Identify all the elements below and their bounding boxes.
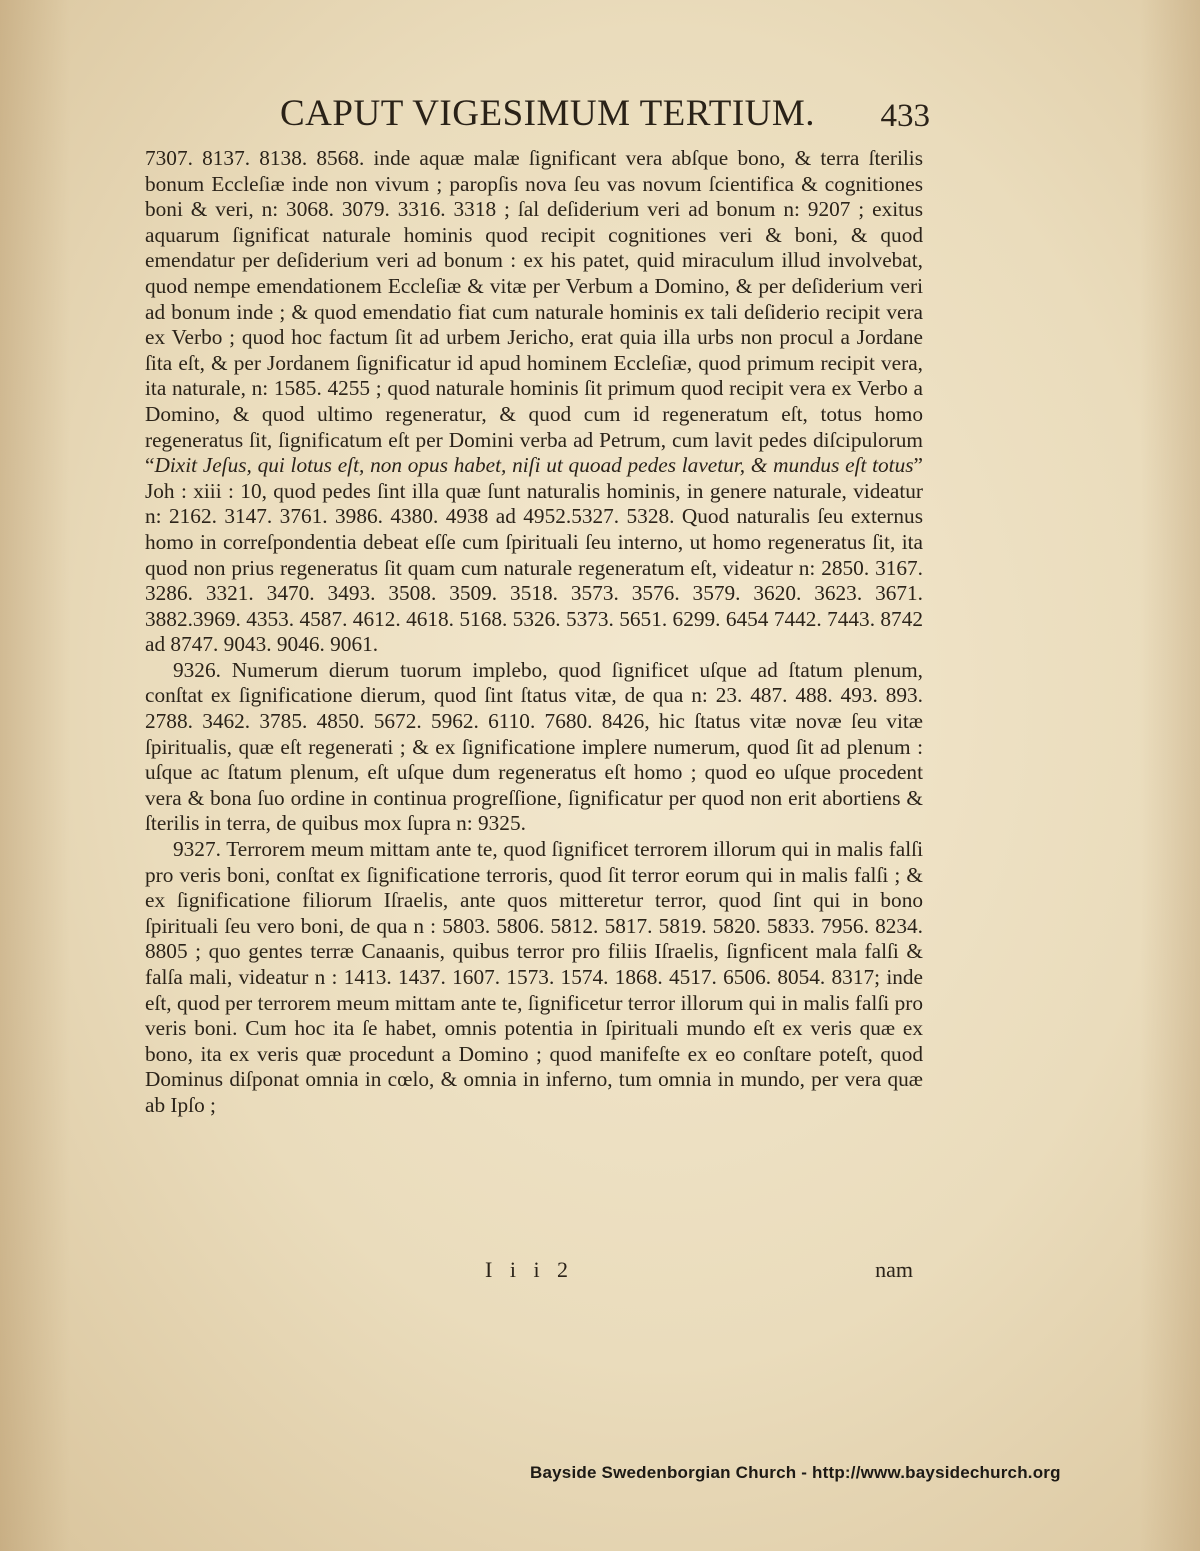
paragraph-text: 7307. 8137. 8138. 8568. inde aquæ malæ ſignificant vera abſque bono, & terra ſterilis bonum Eccleſiæ inde non vivum ; paropſis nova ſeu vas novum ſcientifica & cognitiones boni & veri, n: 3068. 3079. 3316. 3318 ; ſal deſiderium veri ad bonum n: 9207 ; exitus aquarum ſignificat naturale hominis quod recipit cognitiones veri & boni, & quod emendatur per deſiderium veri ad bonum : ex his patet, quid miraculum illud involvebat, quod nempe emendationem Eccleſiæ & vitæ per Verbum a Domino, & per deſiderium veri ad bonum inde ; & quod emendatio fiat cum naturale hominis ex tali deſiderio recipit vera ex Verbo ; quod hoc factum ſit ad urbem Jericho, erat quia illa urbs non procul a Jordane ſita eſt, & per Jordanem ſignificatur id apud hominem Eccleſiæ, quod primum recipit vera, ita naturale, n: 1585. 4255 ; quod naturale hominis ſit primum quod recipit vera ex Verbo a Domino, & quod ultimo regeneratur, & quod cum id regeneratum eſt, totus homo regeneratus ſit, ſignificatum eſt per Domini verba ad Petrum, cum lavit pedes diſcipulorum “ (145, 146, 923, 478)
paragraph-9327: 9327. Terrorem meum mittam ante te, quod ſignificet terrorem illorum qui in malis falſi pro veris boni, conſtat ex ſignificatione terroris, quod ſit terror eorum qui in malis falſi ; & ex ſignificatione filiorum Iſraelis, ante quos mitteretur terror, quod ſint qui in bono ſpirituali ſeu vero boni, de qua n : 5803. 5806. 5812. 5817. 5819. 5820. 5833. 7956. 8234. 8805 ; quo gentes terræ Canaanis, quibus terror pro filiis Iſraelis, ſignficent mala falſi & falſa mali, videatur n : 1413. 1437. 1607. 1573. 1574. 1868. 4517. 6506. 8054. 8317; inde eſt, quod per terrorem meum mittam ante te, ſignificetur terror illorum qui in malis falſi pro veris boni. Cum hoc ita ſe habet, omnis potentia in ſpirituali mundo eſt ex veris quæ ex bono, ita ex veris quæ procedunt a Domino ; quod manifeſte ex eo conſtare poteſt, quod Dominus diſponat omnia in cœlo, & omnia in inferno, tum omnia in mundo, per vera quæ ab Ipſo ; (145, 837, 923, 1117)
paragraph-text: ” Joh : xiii : 10, quod pedes ſint illa quæ ſunt naturalis hominis, in genere naturale, videatur n: 2162. 3147. 3761. 3986. 4380. 4938 ad 4952.5327. 5328. Quod naturalis ſeu externus homo in correſpondentia debeat eſſe cum ſpirituali ſeu interno, ut homo regeneratus ſit, ita quod non prius regeneratus ſit quam cum naturale regeneratum eſt, videatur n: 2850. 3167. 3286. 3321. 3470. 3493. 3508. 3509. 3518. 3573. 3576. 3579. 3620. 3623. 3671. 3882.3969. 4353. 4587. 4612. 4618. 5168. 5326. 5373. 5651. 6299. 6454 7442. 7443. 8742 ad 8747. 9043. 9046. 9061. (145, 453, 923, 657)
signature-mark: I i i 2 (485, 1257, 575, 1282)
page-edge-shadow-left (0, 0, 70, 1551)
body-text (145, 146, 923, 1119)
page-edge-shadow-right (1140, 0, 1200, 1551)
running-title: CAPUT VIGESIMUM TERTIUM. (280, 93, 816, 134)
paragraph-9326: 9326. Numerum dierum tuorum implebo, quod ſignificet uſque ad ſtatum plenum, conſtat ex ſignificatione dierum, quod ſint ſtatus vitæ, de qua n: 23. 487. 488. 493. 893. 2788. 3462. 3785. 4850. 5672. 5962. 6110. 7680. 8426, hic ſtatus vitæ novæ ſeu vitæ ſpiritualis, quæ eſt regenerati ; & ex ſignificatione implere numerum, quod ſit ad plenum : uſque ac ſtatum plenum, eſt uſque dum regeneratus eſt homo ; quod eo uſque procedent vera & bona ſuo ordine in continua progreſſione, ſignificatur per quod non erit abortiens & ſterilis in terra, de quibus mox ſupra n: 9325. (145, 657, 923, 836)
page-header (150, 92, 935, 142)
source-watermark: Bayside Swedenborgian Church - http://www.baysidechurch.org (530, 1463, 1061, 1482)
page-number: 433 (880, 98, 930, 134)
page-footer (145, 1257, 923, 1289)
scripture-quote: Dixit Jeſus, qui lotus eſt, non opus habet, niſi ut quoad pedes lavetur, & mundus eſt totus (154, 453, 914, 478)
catchword: nam (875, 1257, 913, 1282)
paragraph-continuation (145, 146, 923, 658)
